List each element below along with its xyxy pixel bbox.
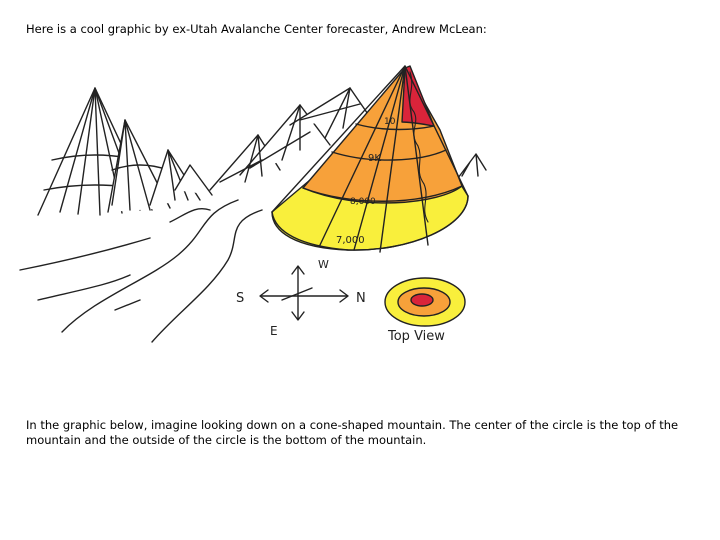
background-peak-small — [150, 150, 212, 205]
elevation-label-10k: 10 — [384, 117, 396, 127]
intro-caption: Here is a cool graphic by ex-Utah Avalanche Center forecaster, Andrew McLean: — [26, 22, 487, 36]
top-view-label: Top View — [388, 329, 445, 344]
compass-north-label: N — [356, 291, 366, 306]
background-peak-far-right — [458, 154, 486, 178]
explanation-caption: In the graphic below, imagine looking down on a cone-shaped mountain. The center of the circle is the top of the mountain and the outside of the circle is the bottom of the mountain. — [26, 418, 679, 447]
elevation-label-9k: 9K — [368, 153, 381, 164]
compass-west-label: W — [318, 258, 329, 271]
winding-river — [20, 200, 262, 342]
compass-arrows — [260, 266, 348, 320]
top-view-diagram — [385, 278, 465, 326]
compass-south-label: S — [236, 291, 245, 306]
compass-east-label: E — [270, 324, 278, 338]
elevation-label-7000: 7,000 — [336, 235, 365, 246]
elevation-label-8000: 8,000 — [350, 197, 376, 207]
cone-mountain-sketch — [0, 40, 720, 360]
